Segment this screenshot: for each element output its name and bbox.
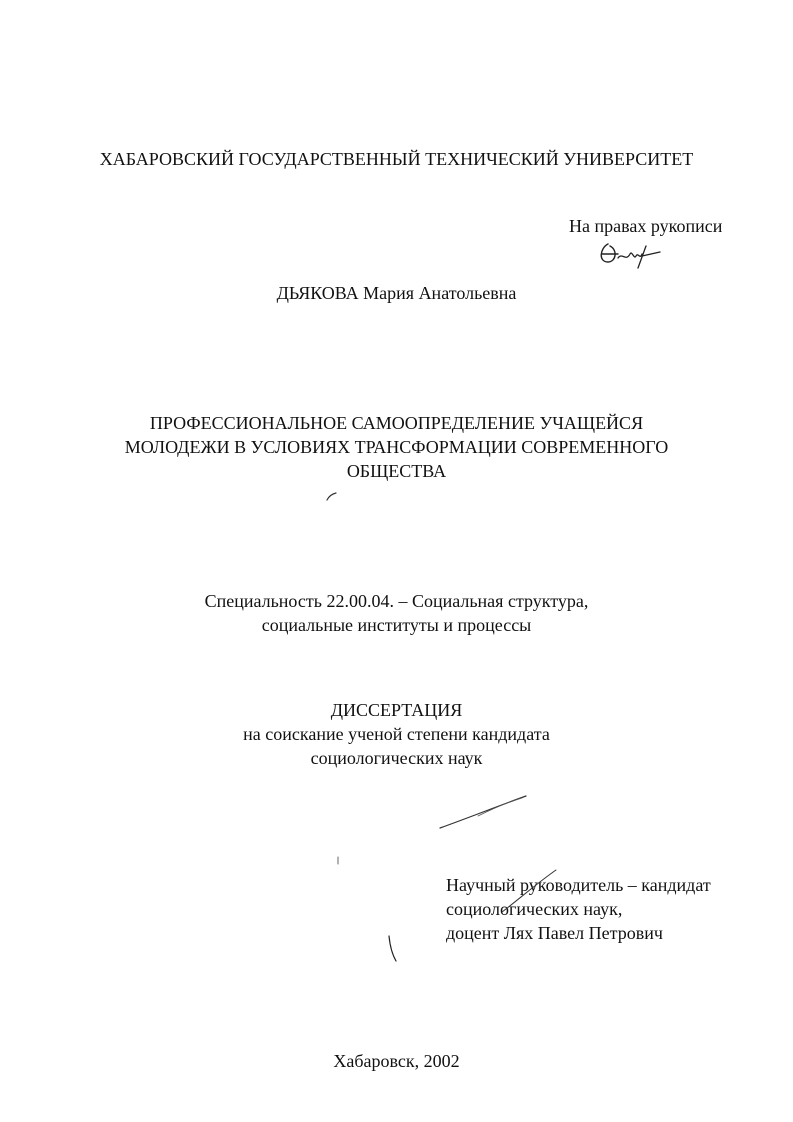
supervisor-block [446,873,711,945]
ink-stroke-mark [326,492,338,502]
supervisor-line: социологических наук, [446,899,623,919]
specialty-block [0,589,793,637]
dissertation-block [0,698,793,770]
supervisor-line: Научный руководитель – кандидат [446,875,711,895]
ink-speck-mark [336,856,340,866]
degree-line: на соискание ученой степени кандидата [243,724,550,744]
author-surname: ДЬЯКОВА [276,283,359,303]
specialty-line: Специальность 22.00.04. – Социальная структура, [204,591,589,611]
pen-tick-mark [386,934,400,964]
title-line: МОЛОДЕЖИ В УСЛОВИЯХ ТРАНСФОРМАЦИИ СОВРЕМЕННОГО [124,437,669,457]
overstrike-stroke-mark [500,866,560,916]
city-year: Хабаровск, 2002 [333,1051,460,1071]
author-given-names: Мария Анатольевна [363,283,517,303]
specialty-line: социальные институты и процессы [261,615,532,635]
pen-stroke-mark [438,792,530,832]
dissertation-title [0,411,793,483]
supervisor-line: доцент Лях Павел Петрович [446,923,663,943]
title-line: ПРОФЕССИОНАЛЬНОЕ САМООПРЕДЕЛЕНИЕ УЧАЩЕЙСЯ [149,413,644,433]
signature-icon [596,238,664,274]
university-name: ХАБАРОВСКИЙ ГОСУДАРСТВЕННЫЙ ТЕХНИЧЕСКИЙ УНИВЕРСИТЕТ [99,149,694,169]
degree-line: социологических наук [310,748,483,768]
author-name [0,281,793,305]
manuscript-note: На правах рукописи [569,216,723,236]
dissertation-heading: ДИССЕРТАЦИЯ [330,700,463,720]
title-line: ОБЩЕСТВА [346,461,447,481]
